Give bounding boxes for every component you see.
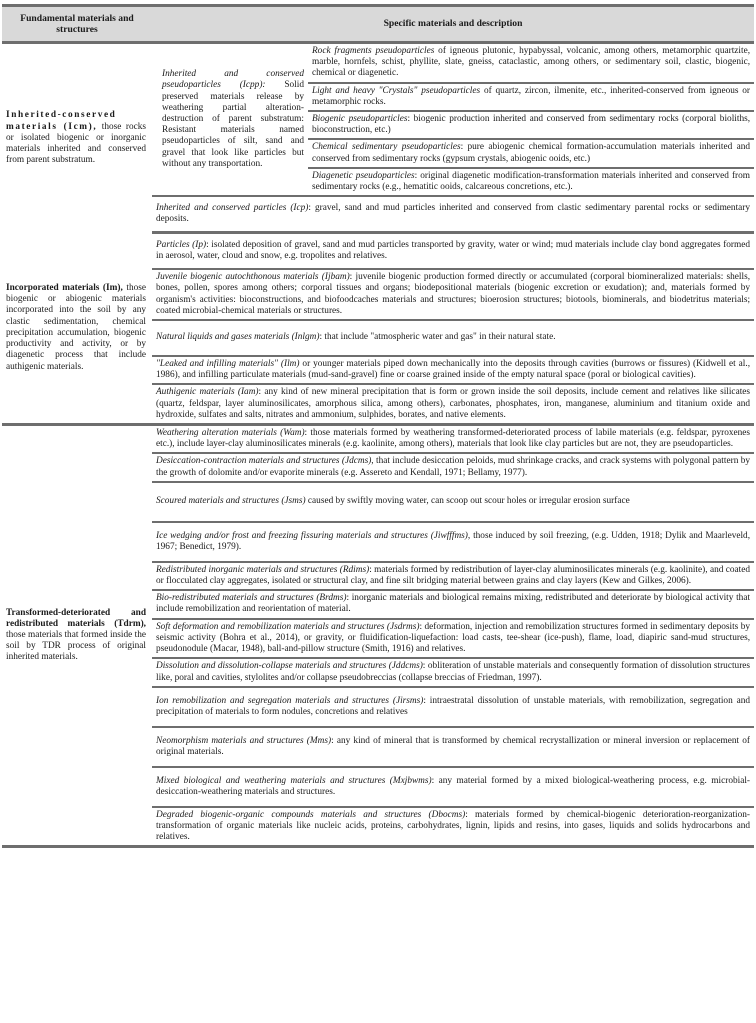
spec-desc: : those materials formed by weathering transformed-deteriorated process of labile materials (e.g. feldspar, pyroxenes etc.), include layer-clay aluminosilicates minerals (e.g. kaolinite, among others), materials that look like clay particles but are not, they are pseudoparticles.	[156, 428, 751, 450]
spec-cell	[152, 453, 754, 481]
spec-desc: : that include "atmospheric water and gas" in their natural state.	[319, 332, 556, 343]
spec-desc: : inorganic materials and biological remains mixing, redistributed and deteriorate by biological activity that include remobilization and reorientation of material.	[156, 593, 751, 615]
spec-cell	[308, 83, 754, 111]
spec-term: Inherited and conserved particles (Icp)	[156, 203, 309, 214]
spec-cell	[152, 658, 754, 686]
spec-desc: : any kind of new mineral precipitation that is form or grown inside the soil deposits, include cement and relatives like silicates (quartz, feldspar, layer aluminosilicates, amorphous silica, among others), carbonates, phosphates, iron, manganese, aluminium and titanium oxide and hydroxide, sulfates and salts, nitrates and ammonium, sulphides, borates, and native elements.	[156, 387, 751, 420]
spec-term: Bio-redistributed materials and structures (Brdms)	[156, 593, 347, 604]
spec-cell	[152, 619, 754, 659]
spec-desc: : biogenic production inherited and conserved from sedimentary rocks (corporal bioliths, bioconstruction, etc.)	[312, 114, 751, 136]
spec-desc: : juvenile biogenic production formed directly or accumulated (corporal biomineralized materials: shells, bones, pollen, spores among others; corporal tissues and organs; biodepositional materials (biogenic excretion or exudation); and, materials formed by organism's activities: bioconstructions, and biofoodcaches materials and structures; bioerosion structures; biotools, biominerals, and biodetritus materials; coated microbial-chemical materials or structures.	[156, 272, 751, 316]
spec-term: Mixed biological and weathering materials and structures (Mxjbwms)	[156, 775, 432, 786]
spec-term: Chemical sedimentary pseudoparticles	[312, 142, 461, 153]
header-fundamental: Fundamental materials and structures	[2, 6, 152, 43]
spec-desc: : obliteration of unstable materials and consequently formation of dissolution structures like, poral and cavities, stylolites and/or collapse pseudobreccias (collapse breccias of Friedman, 1997).	[156, 661, 751, 683]
spec-term: Natural liquids and gases materials (Inlgm)	[156, 332, 320, 343]
spec-cell	[152, 269, 754, 320]
spec-term: Desiccation-contraction materials and structures (Jdcms)	[156, 456, 372, 467]
spec-term: Soft deformation and remobilization materials and structures (Jsdrms)	[156, 621, 420, 632]
fundamental-title: Transformed-deteriorated and redistributed materials (Tdrm),	[6, 607, 146, 629]
table-row	[2, 43, 754, 83]
spec-desc: : gravel, sand and mud particles inherited and conserved from clastic sedimentary parental rocks or sedimentary deposits.	[156, 203, 751, 225]
spec-term: Ice wedging and/or frost and freezing fissuring materials and structures (Jiwfffms)	[156, 530, 468, 541]
spec-desc: : original diagenetic modification-transformation materials inherited and conserved from sedimentary rocks (e.g., hematitic ooids, calcareous concretions, etc.).	[312, 170, 751, 193]
spec-cell	[152, 807, 754, 847]
spec-cell	[152, 196, 754, 233]
spec-desc: of quartz, zircon, ilmenite, etc., inherited-conserved from igneous or metamorphic rocks.	[312, 85, 751, 107]
spec-cell	[152, 687, 754, 727]
fundamental-desc: those rocks or isolated biogenic or inorganic materials inherited and conserved from parent substratum.	[6, 121, 146, 166]
spec-term: Particles (Ip)	[156, 240, 207, 251]
spec-term: Biogenic pseudoparticles	[312, 114, 408, 125]
fundamental-cell-tdrm	[2, 425, 152, 847]
table-header-row	[2, 6, 754, 43]
spec-desc: : isolated deposition of gravel, sand and mud particles transported by gravity, water or wind; mud materials include clay bond aggregates formed in aerosol, water, cloud and snow, e.g. tropolites and relatives.	[156, 240, 751, 262]
spec-cell	[152, 562, 754, 590]
spec-cell	[152, 482, 754, 522]
fundamental-cell-icm	[2, 43, 152, 233]
spec-term: "Leaked and infilling materials" (Ilm)	[156, 359, 300, 370]
fundamental-title: Incorporated materials (Im),	[6, 283, 123, 294]
subgroup-desc: Solid preserved materials release by weathering partial alteration-destruction of parent substratum: Resistant materials named pseudoparticles of silt, sand and gravel that look like particles but without any transportation.	[162, 80, 304, 169]
spec-desc: : deformation, injection and remobilization structures formed in sedimentary deposits by seismic activity (Bohra et al., 2014), or gravity, or fluidification-liquefaction: load casts, tee-shear (ice-push), flame, load, diapiric sand-mud structures, pseudonodule (Macar, 1948), ball-and-pillow structure (Smith, 1916) and relatives.	[156, 621, 751, 655]
spec-term: Authigenic materials (Iam)	[156, 387, 259, 398]
spec-desc: : any kind of mineral that is transformed by chemical recrystallization or mineral inversion or replacement of original materials.	[156, 735, 751, 757]
spec-desc: : any material formed by a mixed biological-weathering process, e.g. microbial-desiccation-weathering materials and structures.	[156, 775, 751, 797]
spec-cell	[152, 320, 754, 356]
fundamental-desc: those biogenic or abiogenic materials incorporated into the soil by any clastic sedimentation, chemical precipitation accumulation, biogenic productivity and activity, or by diagenetic process that include authigenic materials.	[6, 283, 146, 372]
spec-desc: : materials formed by redistribution of layer-clay aluminosilicates minerals (e.g. kaolinite), and coated or flocculated clay aggregates, isolated or structural clay, and fine silt bridging material between grains and clay layers (Kew and Gilkes, 2006).	[156, 564, 751, 587]
spec-term: Dissolution and dissolution-collapse materials and structures (Jddcms)	[156, 661, 423, 672]
spec-desc: caused by swiftly moving water, can scoop out scour holes or irregular erosion surface	[305, 496, 630, 507]
spec-cell	[152, 356, 754, 384]
spec-term: Juvenile biogenic autochthonous materials (Ijbam)	[156, 272, 350, 283]
spec-desc: , those induced by soil freezing, (e.g. Udden, 1918; Dylik and Maarleveld, 1967; Benedict, 1979).	[156, 530, 751, 552]
spec-cell	[152, 522, 754, 562]
spec-cell	[152, 727, 754, 767]
spec-term: Rock fragments pseudoparticles	[312, 46, 435, 56]
spec-desc: , that include desiccation peloids, mud shrinkage cracks, and crack systems with polygonal pattern by the growth of dolomite and/or evaporite minerals (e.g. Assereto and Kendall, 1971; Bellamy, 1977).	[156, 456, 751, 478]
spec-cell	[152, 233, 754, 270]
spec-desc: : materials formed by chemical-biogenic deterioration-reorganization-transformation of organic materials like nucleic acids, proteins, carbohydrates, lignin, lipids and resins, into gases, liquids and solids hydrocarbons and relatives.	[156, 809, 751, 843]
spec-cell	[308, 43, 754, 83]
fundamental-title: Inherited-conserved materials (Icm),	[6, 110, 117, 132]
spec-cell	[152, 590, 754, 618]
table-row	[2, 425, 754, 454]
subgroup-title: Inherited and conserved pseudoparticles (Icpp):	[162, 69, 304, 91]
spec-cell	[308, 111, 754, 139]
spec-term: Weathering alteration materials (Wam)	[156, 428, 305, 439]
spec-term: Redistributed inorganic materials and structures (Rdims)	[156, 564, 370, 575]
spec-cell	[308, 168, 754, 196]
spec-term: Light and heavy "Crystals" pseudoparticles	[312, 85, 481, 96]
spec-term: Diagenetic pseudoparticles	[312, 170, 415, 181]
spec-desc: or younger materials piped down mechanically into the deposits through cavities (burrows or fissures) (Kidwell et al., 1986), and infilling particulate materials (mud-sand-gravel) fine or coarse grained inside of the empty natural space (poral or biological cavities).	[156, 359, 751, 381]
spec-desc: : intraestratal dissolution of unstable materials, with remobilization, segregation and precipitation of materials to form nodules, concretions and relatives	[156, 695, 751, 717]
materials-classification-table	[2, 4, 754, 848]
spec-desc: of igneous plutonic, hypabyssal, volcanic, among others, metamorphic quartzite, marble, hornfels, schist, phyllite, slate, gneiss, cataclastic, among others, or sedimentary soil, clastic, biogenic, chemical or diagenetic.	[312, 46, 751, 79]
table-row	[2, 233, 754, 270]
subgroup-cell-icpp	[158, 43, 308, 197]
spec-term: Scoured materials and structures (Jsms)	[156, 496, 306, 507]
spec-desc: : pure abiogenic chemical formation-accumulation materials inherited and conserved from sedimentary rocks (gypsum crystals, abiogenic ooids, etc.)	[312, 142, 751, 164]
spec-term: Neomorphism materials and structures (Mms)	[156, 735, 332, 746]
spec-term: Degraded biogenic-organic compounds materials and structures (Dbocms)	[156, 809, 466, 820]
fundamental-cell-im	[2, 233, 152, 425]
spec-cell	[152, 767, 754, 807]
spec-term: Ion remobilization and segregation materials and structures (Jirsms)	[156, 695, 424, 706]
spec-cell	[152, 384, 754, 424]
spec-cell	[152, 425, 754, 454]
fundamental-desc: those materials that formed inside the soil by TDR process of original inherited materials.	[6, 630, 146, 663]
header-specific: Specific materials and description	[152, 6, 754, 43]
spec-cell	[308, 139, 754, 167]
